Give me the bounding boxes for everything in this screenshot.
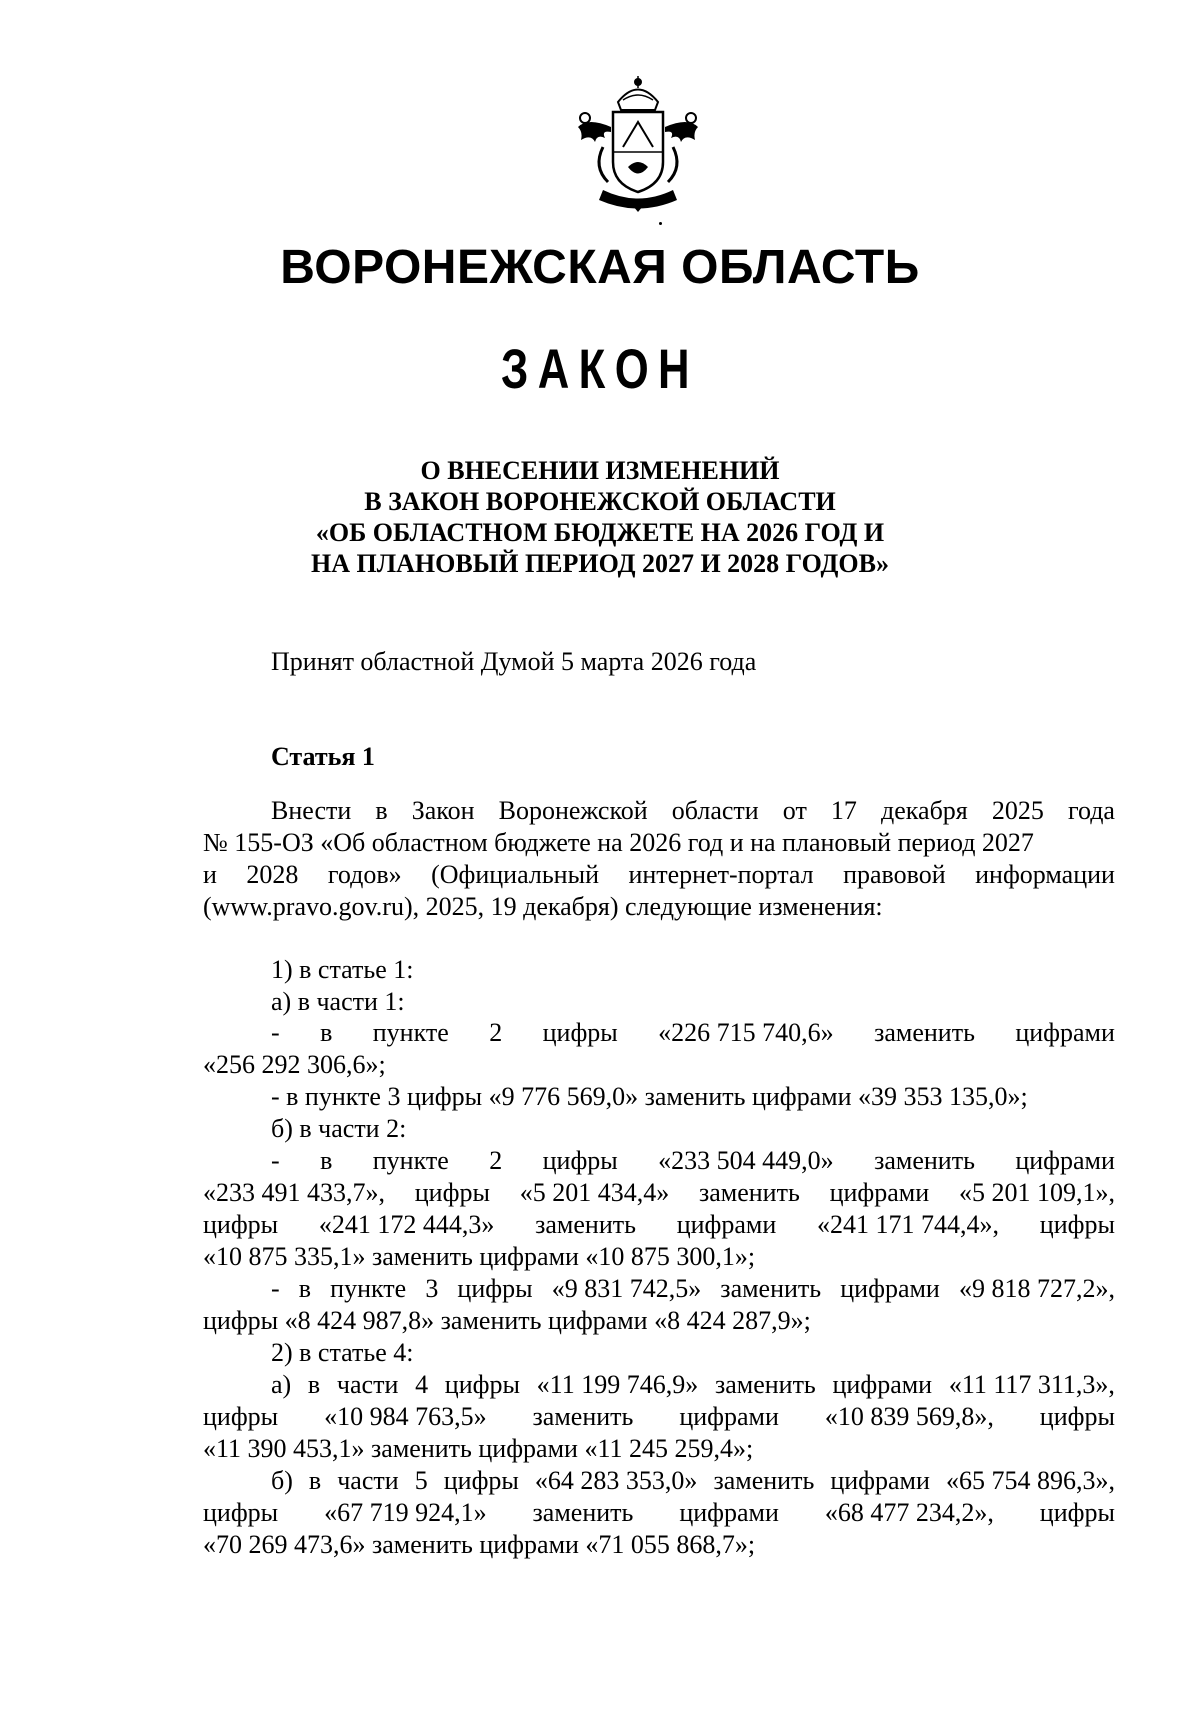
word: 5 — [414, 1466, 428, 1495]
word: заменить — [874, 1146, 975, 1175]
list-item — [203, 1210, 1115, 1240]
paragraph-line — [203, 860, 1115, 890]
word: 17 — [830, 796, 857, 825]
list-item: «70 269 473,6» заменить цифрами «71 055 868,7»; — [203, 1530, 756, 1559]
law-title-line: В ЗАКОН ВОРОНЕЖСКОЙ ОБЛАСТИ — [364, 487, 836, 516]
list-item — [271, 1018, 1115, 1048]
word: а) — [271, 1370, 292, 1399]
word: и — [203, 860, 217, 889]
word: цифрами — [679, 1402, 779, 1431]
word: заменить — [874, 1018, 975, 1047]
word: «10 839 569,8», — [824, 1402, 994, 1431]
voronezh-coat-of-arms-icon — [573, 72, 703, 217]
word: цифры — [443, 1466, 519, 1495]
word: года — [1067, 796, 1115, 825]
word: «9 818 727,2», — [958, 1274, 1115, 1303]
word: «241 171 744,4», — [817, 1210, 1000, 1239]
list-item: б) в части 2: — [271, 1114, 407, 1143]
article-heading: Статья 1 — [271, 742, 375, 771]
list-item — [203, 1402, 1115, 1432]
adoption-date: Принят областной Думой 5 марта 2026 года — [271, 647, 757, 676]
law-title-line: О ВНЕСЕНИИ ИЗМЕНЕНИЙ — [420, 456, 780, 485]
word: цифрами — [676, 1210, 777, 1239]
law-title-line: НА ПЛАНОВЫЙ ПЕРИОД 2027 И 2028 ГОДОВ» — [311, 549, 889, 578]
word: в — [320, 1018, 333, 1047]
list-item — [203, 1178, 1115, 1208]
word: пункте — [330, 1274, 407, 1303]
word: Внести — [271, 796, 352, 825]
word: цифры — [1039, 1498, 1115, 1527]
word: декабря — [881, 796, 968, 825]
list-item — [271, 1146, 1115, 1176]
word: заменить — [532, 1498, 634, 1527]
word: «65 754 896,3», — [945, 1466, 1115, 1495]
word: заменить — [698, 1178, 800, 1207]
word: - — [271, 1018, 280, 1047]
list-item: - в пункте 3 цифры «9 776 569,0» заменить цифрами «39 353 135,0»; — [271, 1082, 1028, 1111]
law-title-line: «ОБ ОБЛАСТНОМ БЮДЖЕТЕ НА 2026 ГОД И — [315, 518, 885, 547]
list-item — [203, 1498, 1115, 1528]
word: заменить — [535, 1210, 636, 1239]
paragraph-line — [271, 796, 1115, 826]
word: цифры — [444, 1370, 520, 1399]
word: «64 283 353,0» — [534, 1466, 698, 1495]
word: пункте — [372, 1146, 449, 1175]
list-item: 2) в статье 4: — [271, 1338, 414, 1367]
word: заменить — [714, 1370, 816, 1399]
word: «68 477 234,2», — [824, 1498, 994, 1527]
word: цифрами — [1015, 1018, 1115, 1047]
word: области — [671, 796, 759, 825]
list-item: 1) в статье 1: — [271, 955, 414, 984]
word: части — [336, 1370, 399, 1399]
region-name: ВОРОНЕЖСКАЯ ОБЛАСТЬ — [280, 241, 920, 294]
word: цифрами — [1015, 1146, 1115, 1175]
list-item: «11 390 453,1» заменить цифрами «11 245 259,4»; — [203, 1434, 754, 1463]
word: «67 719 924,1» — [324, 1498, 487, 1527]
word: заменить — [713, 1466, 815, 1495]
list-item: «10 875 335,1» заменить цифрами «10 875 300,1»; — [203, 1242, 756, 1271]
word: «9 831 742,5» — [551, 1274, 702, 1303]
word: «241 172 444,3» — [318, 1210, 495, 1239]
word: части — [337, 1466, 399, 1495]
word: цифры — [542, 1018, 618, 1047]
word: в — [298, 1274, 312, 1303]
word: «233 491 433,7», — [203, 1178, 385, 1207]
paragraph-line: № 155-ОЗ «Об областном бюджете на 2026 год и на плановый период 2027 — [203, 828, 1034, 857]
word: пункте — [372, 1018, 449, 1047]
word: информации — [975, 860, 1115, 889]
list-item — [271, 1466, 1115, 1496]
decorative-dot — [659, 222, 662, 225]
word: - — [271, 1146, 280, 1175]
word: «233 504 449,0» — [658, 1146, 834, 1175]
list-item: цифры «8 424 987,8» заменить цифрами «8 424 287,9»; — [203, 1306, 811, 1335]
word: (Официальный — [431, 860, 599, 889]
word: от — [782, 796, 807, 825]
word: в — [307, 1370, 321, 1399]
word: «10 984 763,5» — [324, 1402, 487, 1431]
word: заменить — [720, 1274, 822, 1303]
paragraph-line: (www.pravo.gov.ru), 2025, 19 декабря) следующие изменения: — [203, 892, 883, 921]
word: заменить — [532, 1402, 634, 1431]
word: - — [271, 1274, 280, 1303]
word: «11 117 311,3», — [948, 1370, 1115, 1399]
word: цифры — [203, 1210, 279, 1239]
word: цифры — [203, 1498, 279, 1527]
word: 2025 — [991, 796, 1044, 825]
word: 3 — [425, 1274, 439, 1303]
word: правовой — [843, 860, 946, 889]
word: 2 — [489, 1146, 503, 1175]
word: «5 201 434,4» — [519, 1178, 670, 1207]
word: цифры — [542, 1146, 618, 1175]
list-item — [271, 1370, 1115, 1400]
word: цифрами — [829, 1178, 930, 1207]
word: «11 199 746,9» — [536, 1370, 699, 1399]
word: цифры — [414, 1178, 490, 1207]
word: цифрами — [840, 1274, 940, 1303]
word: интернет-портал — [628, 860, 814, 889]
word: «5 201 109,1», — [958, 1178, 1115, 1207]
law-title — [0, 455, 1200, 579]
word: 2028 — [246, 860, 299, 889]
word: в — [320, 1146, 333, 1175]
word: Закон — [411, 796, 475, 825]
word: 2 — [489, 1018, 503, 1047]
word: цифры — [1039, 1210, 1115, 1239]
list-item: а) в части 1: — [271, 987, 405, 1016]
word: в — [375, 796, 388, 825]
word: б) — [271, 1466, 293, 1495]
word: Воронежской — [498, 796, 648, 825]
word: цифрами — [832, 1370, 933, 1399]
word: «226 715 740,6» — [658, 1018, 834, 1047]
word: цифры — [203, 1402, 279, 1431]
document-type: ЗАКОН — [501, 337, 699, 400]
word: цифры — [1039, 1402, 1115, 1431]
list-item: «256 292 306,6»; — [203, 1050, 386, 1079]
word: в — [308, 1466, 322, 1495]
word: цифрами — [830, 1466, 930, 1495]
word: 4 — [415, 1370, 429, 1399]
word: цифры — [457, 1274, 533, 1303]
word: цифрами — [679, 1498, 779, 1527]
list-item — [271, 1274, 1115, 1304]
word: годов» — [327, 860, 402, 889]
